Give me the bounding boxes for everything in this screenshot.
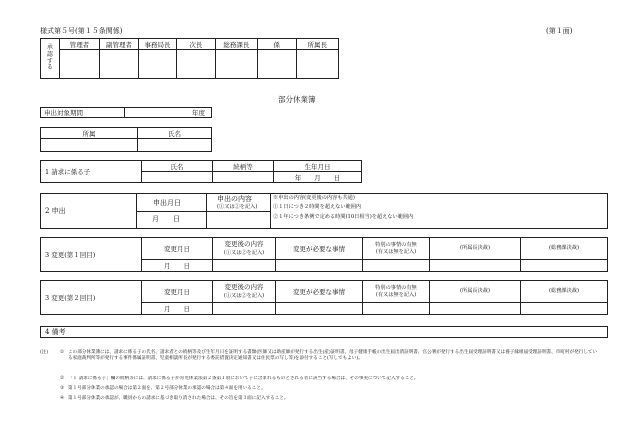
approval-header: 総務課長 xyxy=(215,39,257,50)
change1-content-field[interactable] xyxy=(213,260,276,272)
approval-header: 副管理者 xyxy=(100,39,138,50)
change1-head-header: (所属長決裁) xyxy=(430,238,521,260)
change1-gm-header: (総務課決裁) xyxy=(521,238,608,260)
period-year[interactable]: 年度 xyxy=(125,108,212,118)
request-section-label: 2 申出 xyxy=(45,207,66,215)
change2-reason-header: 変更が必要な事情 xyxy=(276,281,363,303)
request-content-sub: (①又は②を記入) xyxy=(217,204,258,210)
approval-label: 承 認 す る xyxy=(41,39,60,79)
child-section-label: 1 請求に係る子 xyxy=(41,161,142,183)
change1-content-header: 変更後の内容 (①又は②を記入) xyxy=(213,238,276,260)
change2-head-field[interactable] xyxy=(430,303,521,315)
page-number: (第１面) xyxy=(546,27,573,35)
note-text: 「１ 請求に係る子」欄の続柄等には、請求に係る子が育児休業法第２条第１項において子に含まれるものとされる者に該当する場合は、その事実について記入すること。 xyxy=(68,376,419,381)
child-name-header: 氏名 xyxy=(142,161,213,172)
change2-table xyxy=(40,280,608,315)
approval-header: 係 xyxy=(258,39,296,50)
approval-header: 次長 xyxy=(177,39,215,50)
change2-content-field[interactable] xyxy=(213,303,276,315)
affiliation-field[interactable] xyxy=(41,139,138,152)
change1-date-field[interactable]: 月 日 xyxy=(142,260,213,272)
change2-special-field[interactable] xyxy=(363,303,430,315)
change2-section-label: 3 変更(第２回目) xyxy=(41,281,142,315)
change2-special-header: 特別の事情の有無 (有又は無を記入) xyxy=(363,281,430,303)
approval-header: 所属長 xyxy=(296,39,338,50)
approval-stamp[interactable] xyxy=(59,50,99,79)
note-text: 第１号部分休業の承認が、職員からの請求に基づき取り消された場合は、その旨を第３面に記入すること。 xyxy=(68,396,289,401)
approval-stamp[interactable] xyxy=(296,50,338,79)
note-number: ① xyxy=(60,350,65,355)
request-content-header: 申出の内容 xyxy=(217,195,252,203)
approval-stamp[interactable] xyxy=(258,50,296,79)
request-note-1: ①１日につき２時間を超えない範囲内 xyxy=(273,204,362,210)
request-note-title: ※申出の内容(変更後の内容も共通) xyxy=(273,195,355,201)
change2-head-header: (所属長決裁) xyxy=(430,281,521,303)
note-number: ④ xyxy=(60,396,65,401)
change2-gm-header: (総務課決裁) xyxy=(521,281,608,303)
name-label: 氏名 xyxy=(138,128,212,139)
note-number: ② xyxy=(60,376,65,381)
change1-head-field[interactable] xyxy=(430,260,521,272)
change2-gm-field[interactable] xyxy=(521,303,608,315)
change2-date-header: 変更月日 xyxy=(142,281,213,303)
change1-reason-field[interactable] xyxy=(276,260,363,272)
change2-reason-field[interactable] xyxy=(276,303,363,315)
request-content-field[interactable] xyxy=(207,212,269,228)
approval-header: 管理者 xyxy=(59,39,99,50)
note-number: ③ xyxy=(60,386,65,391)
note-text: この部分休業簿には、請求に係る子の氏名、請求者との続柄等及び生年月日を証明する書類(医師又は助産師が発行する出生(産)証明書、母子健康手帳の出生届出済証明書、官公署が発行する出生届受理証明書又は養子縁組届受理証明書、市町村が発行している家庭裁判所等が発行する事件係属証明書、児童相談所長が発行する委託措置決定通知書又は住民票の写し等)を添付すること(写しでもよい)。 xyxy=(68,350,598,361)
approval-header: 事務局長 xyxy=(138,39,176,50)
change1-special-field[interactable] xyxy=(363,260,430,272)
request-date-field[interactable]: 月 日 xyxy=(152,215,180,223)
change1-date-header: 変更月日 xyxy=(142,238,213,260)
child-relation-header: 続柄等 xyxy=(213,161,274,172)
change2-content-header: 変更後の内容 (①又は②を記入) xyxy=(213,281,276,303)
form-title: 部分休業簿 xyxy=(278,95,316,104)
child-relation-field[interactable] xyxy=(213,172,274,183)
child-birth-header: 生年月日 xyxy=(274,161,362,172)
child-birth-field[interactable]: 年 月 日 xyxy=(274,172,362,183)
period-label: 申出対象期間 xyxy=(41,108,125,118)
name-field[interactable] xyxy=(138,139,212,152)
change1-gm-field[interactable] xyxy=(521,260,608,272)
remarks-box[interactable] xyxy=(40,326,608,338)
child-table xyxy=(40,160,362,183)
period-table xyxy=(40,107,212,118)
change1-table xyxy=(40,237,608,272)
remarks-section-label: 4 備考 xyxy=(45,328,66,336)
approval-stamp[interactable] xyxy=(100,50,138,79)
note-text: 第１号部分休業の承認の場合は第２面を、第２号部分休業の承認の場合は第４面を用いること。 xyxy=(68,386,266,391)
request-note-2: ②１年につき条例で定める時間(10日相当)を超えない範囲内 xyxy=(273,214,414,220)
approval-stamp[interactable] xyxy=(177,50,215,79)
affiliation-label: 所属 xyxy=(41,128,138,139)
change1-special-header: 特別の事情の有無 (有又は無を記入) xyxy=(363,238,430,260)
child-name-field[interactable] xyxy=(142,172,213,183)
notes-label: (注) xyxy=(40,350,49,355)
approval-stamp[interactable] xyxy=(138,50,176,79)
request-date-header: 申出月日 xyxy=(153,199,181,207)
form-number: 様式第５号(第１５条関係) xyxy=(40,27,123,35)
change1-reason-header: 変更が必要な事情 xyxy=(276,238,363,260)
change2-date-field[interactable]: 月 日 xyxy=(142,303,213,315)
approval-stamp[interactable] xyxy=(215,50,257,79)
dept-table xyxy=(40,127,212,152)
change1-section-label: 3 変更(第１回目) xyxy=(41,238,142,272)
approval-table xyxy=(40,38,339,79)
